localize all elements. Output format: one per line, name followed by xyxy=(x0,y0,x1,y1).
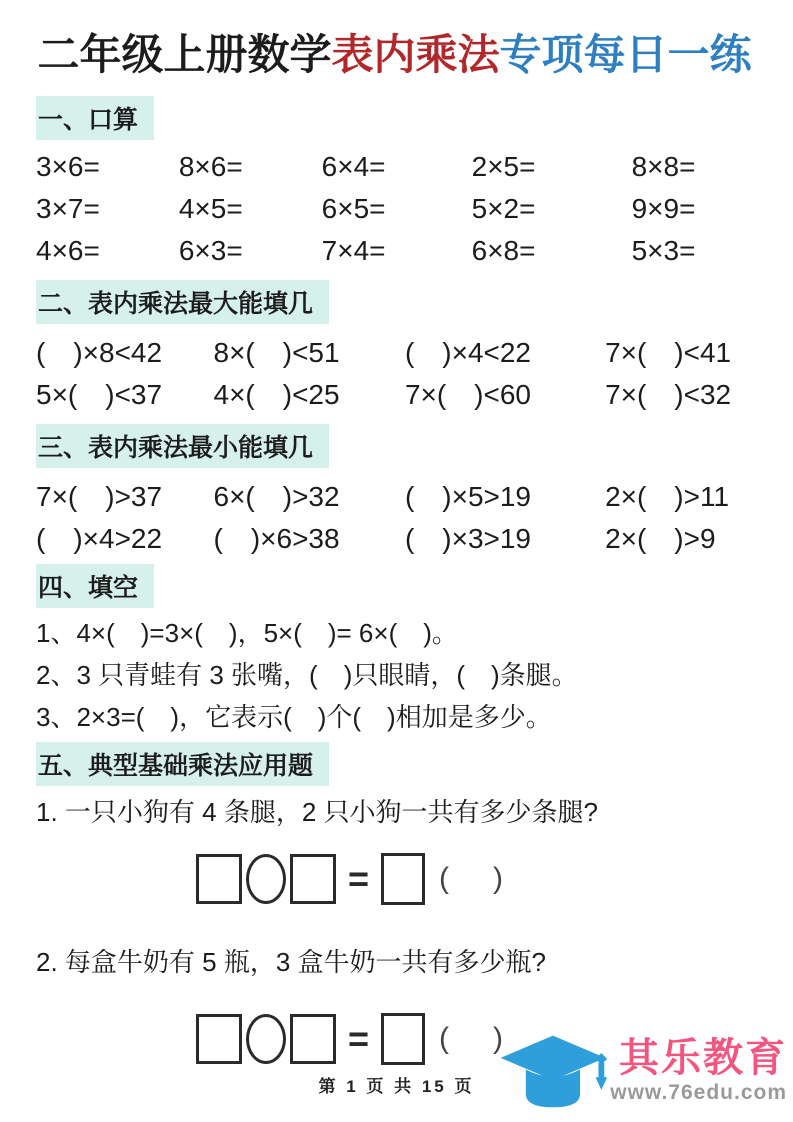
oral-problem: 5×3= xyxy=(631,235,696,266)
word-problem-1: 1. 一只小狗有 4 条腿，2 只小狗一共有多少条腿? xyxy=(36,797,598,827)
min-fill-problem: ( )×6>38 xyxy=(213,523,340,554)
operand-box xyxy=(290,1014,336,1064)
max-fill-problem: 7×( )<60 xyxy=(404,379,532,410)
section-heading-max-fill: 二、表内乘法最大能填几 xyxy=(36,280,329,324)
oral-problem: 4×6= xyxy=(36,235,100,266)
min-fill-problem: 2×( )>11 xyxy=(605,481,730,512)
max-fill-problem: 8×( )<51 xyxy=(213,337,340,368)
max-fill-problem: ( )×8<42 xyxy=(36,337,163,368)
section-heading-word-problems: 五、典型基础乘法应用题 xyxy=(36,742,329,786)
oral-problem: 8×6= xyxy=(178,151,243,182)
fill-blank-line: 2、3 只青蛙有 3 张嘴，( )只眼睛，( )条腿。 xyxy=(36,660,578,690)
equals-sign: = xyxy=(348,1018,370,1059)
oral-problem: 5×2= xyxy=(471,193,536,224)
paren-close: ) xyxy=(493,862,504,895)
min-fill-problem: 6×( )>32 xyxy=(213,481,340,512)
paren-open: ( xyxy=(439,862,450,895)
min-fill-problem: 2×( )>9 xyxy=(605,523,716,554)
oral-problem: 6×5= xyxy=(321,193,386,224)
operator-circle xyxy=(246,854,286,904)
title-part-blue: 专项每日一练 xyxy=(499,31,752,78)
min-fill-problem: 7×( )>37 xyxy=(36,481,163,512)
oral-problem: 2×5= xyxy=(471,151,536,182)
operand-box xyxy=(196,854,242,904)
title-part-red: 表内乘法 xyxy=(331,31,500,78)
paren-open: ( xyxy=(439,1022,450,1055)
equals-sign: = xyxy=(348,858,370,899)
min-fill-problem: ( )×3>19 xyxy=(404,523,532,554)
oral-problem-grid xyxy=(36,146,753,272)
section-heading-min-fill: 三、表内乘法最小能填几 xyxy=(36,424,329,468)
equation-diagram-1 xyxy=(196,850,753,908)
oral-problem: 6×4= xyxy=(321,151,386,182)
brand-logo xyxy=(492,1024,791,1116)
answer-box xyxy=(381,853,425,905)
max-fill-problem: ( )×4<22 xyxy=(404,337,532,368)
min-fill-grid xyxy=(36,476,753,560)
brand-url: www.76edu.com xyxy=(610,1081,787,1104)
oral-problem: 8×8= xyxy=(631,151,696,182)
oral-problem: 9×9= xyxy=(631,193,696,224)
max-fill-grid xyxy=(36,332,753,416)
page-title xyxy=(36,28,753,82)
answer-box xyxy=(381,1013,425,1065)
page-number: 第 1 页 共 15 页 xyxy=(318,1077,475,1096)
section-heading-fill-blank: 四、填空 xyxy=(36,564,154,608)
title-part-black: 二年级上册数学 xyxy=(37,31,332,78)
word-problem-2: 2. 每盒牛奶有 5 瓶，3 盒牛奶一共有多少瓶? xyxy=(36,947,546,977)
fill-blank-line: 3、2×3=( )，它表示( )个( )相加是多少。 xyxy=(36,702,552,732)
operand-box xyxy=(196,1014,242,1064)
brand-name: 其乐教育 xyxy=(619,1036,787,1080)
oral-problem: 3×7= xyxy=(36,193,100,224)
graduation-cap-icon xyxy=(492,1024,610,1116)
min-fill-problem: ( )×4>22 xyxy=(36,523,163,554)
paren-close: ) xyxy=(493,1022,504,1055)
unit-parentheses xyxy=(439,862,503,896)
min-fill-problem: ( )×5>19 xyxy=(404,481,532,512)
max-fill-problem: 7×( )<41 xyxy=(605,337,732,368)
oral-problem: 6×3= xyxy=(178,235,243,266)
oral-problem: 3×6= xyxy=(36,151,100,182)
oral-problem: 4×5= xyxy=(178,193,243,224)
oral-problem: 7×4= xyxy=(321,235,386,266)
operand-box xyxy=(290,854,336,904)
max-fill-problem: 5×( )<37 xyxy=(36,379,163,410)
fill-blank-line: 1、4×( )=3×( )，5×( )= 6×( )。 xyxy=(36,618,458,648)
section-heading-oral: 一、口算 xyxy=(36,96,154,140)
fill-blank-lines xyxy=(36,612,753,738)
brand-text xyxy=(610,1035,791,1105)
max-fill-problem: 4×( )<25 xyxy=(213,379,340,410)
max-fill-problem: 7×( )<32 xyxy=(605,379,732,410)
operator-circle xyxy=(246,1014,286,1064)
oral-problem: 6×8= xyxy=(471,235,536,266)
